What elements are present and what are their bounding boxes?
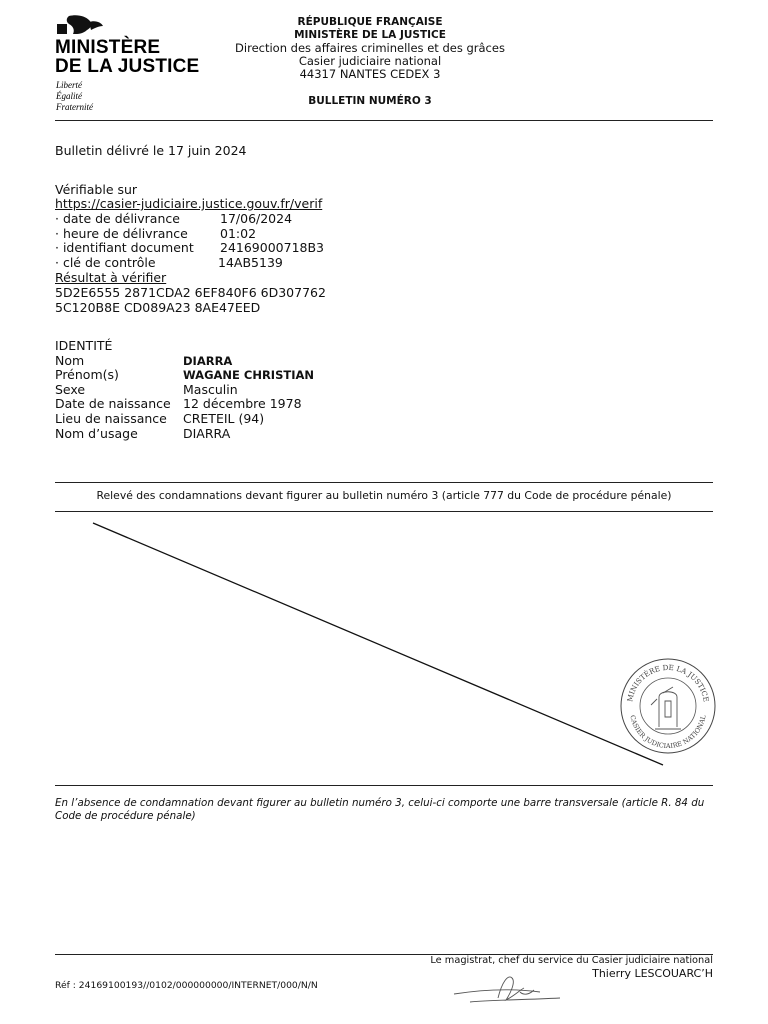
signatory-name: Thierry LESCOUARC’H [592,967,713,980]
verification-row-value: 01:02 [220,226,257,241]
logo-line-2: DE LA JUSTICE [55,56,200,77]
header-republic: RÉPUBLIQUE FRANÇAISE [297,16,443,28]
header-bulletin-number: BULLETIN NUMÉRO 3 [308,95,432,107]
header-direction: Direction des affaires criminelles et des grâces [235,41,505,55]
ministry-seal-icon [619,657,717,755]
identity-label: Nom [55,353,85,368]
verification-row-label: · heure de délivrance [55,226,188,241]
identity-label: Lieu de naissance [55,411,167,426]
identity-title: IDENTITÉ [55,338,113,353]
identity-value-birthplace: CRETEIL (94) [183,411,265,426]
motto-liberte: Liberté [56,80,82,90]
identity-label: Prénom(s) [55,367,119,382]
identity-value-sexe: Masculin [183,382,238,397]
header-ministry: MINISTÈRE DE LA JUSTICE [294,29,446,41]
motto-egalite: Égalité [56,91,82,101]
result-to-verify-label: Résultat à vérifier [55,270,167,285]
logo-line-1: MINISTÈRE [55,37,161,58]
header-address: 44317 NANTES CEDEX 3 [299,67,441,81]
svg-text:MINISTÈRE DE LA JUSTICE [625,663,711,703]
identity-value-birthdate: 12 décembre 1978 [183,396,302,411]
identity-label: Nom d’usage [55,426,138,441]
document-reference: Réf : 24169100193//0102/000000000/INTERNET/000/N/N [55,980,318,991]
verification-row-label: · clé de contrôle [55,255,156,270]
note-divider [55,785,713,786]
handwritten-signature-icon [450,968,580,1008]
motto-fraternite: Fraternité [56,102,93,112]
identity-value-prenoms: WAGANE CHRISTIAN [183,368,315,382]
absence-note: En l’absence de condamnation devant figurer au bulletin numéro 3, celui-ci comporte une barre transversale (article R. 84 du Code de procédure pénale) [55,797,705,822]
verification-row-label: · identifiant document [55,240,194,255]
identity-value-usage-name: DIARRA [183,426,231,441]
delivered-date: Bulletin délivré le 17 juin 2024 [55,143,247,158]
hash-line-2: 5C120B8E CD089A23 8AE47EED [55,300,261,315]
verification-url[interactable]: https://casier-judiciaire.justice.gouv.fr/verif [55,196,323,211]
svg-text:CASIER JUDICIAIRE NATIONAL [628,714,707,750]
signatory-title: Le magistrat, chef du service du Casier judiciaire national [430,955,713,966]
verification-row-value: 14AB5139 [218,255,283,270]
releve-heading: Relevé des condamnations devant figurer au bulletin numéro 3 (article 777 du Code de procédure pénale) [96,489,672,502]
identity-label: Sexe [55,382,86,397]
verification-row-value: 17/06/2024 [220,211,293,226]
seal-bottom-text: CASIER JUDICIAIRE NATIONAL [628,714,708,751]
seal-top-text: MINISTÈRE DE LA JUSTICE [625,662,711,703]
hash-line-1: 5D2E6555 2871CDA2 6EF840F6 6D307762 [55,285,326,300]
verification-row-label: · date de délivrance [55,211,180,226]
identity-value-nom: DIARRA [183,354,233,368]
verification-label: Vérifiable sur [55,182,138,197]
verification-row-value: 24169000718B3 [220,240,325,255]
identity-label: Date de naissance [55,396,171,411]
header-service: Casier judiciaire national [298,54,442,68]
